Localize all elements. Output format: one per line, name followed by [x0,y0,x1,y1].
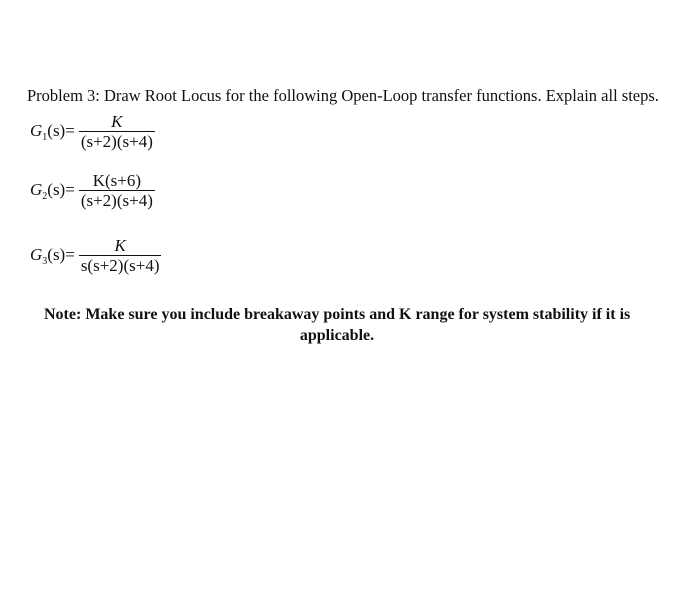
transfer-function-g1 [30,113,155,151]
g2-label: $G_2(s)=$ [30,180,75,202]
g2-numerator: K(s+6) [92,171,141,190]
g1-denominator: (s+2)(s+4) [80,132,153,151]
g1-numerator: K [111,112,123,131]
transfer-function-g3 [30,237,161,275]
note-line-2: applicable. [299,327,375,344]
g2-fraction [79,172,155,210]
g3-denominator: s(s+2)(s+4) [80,256,160,275]
g1-fraction [79,113,155,151]
g3-label: $G_3(s)=$ [30,245,75,267]
g1-label: $G_1(s)=$ [30,121,75,143]
g3-fraction [79,237,162,275]
problem-title: Problem 3: Draw Root Locus for the following Open-Loop transfer functions. Explain all steps. [27,86,659,105]
g2-denominator: (s+2)(s+4) [80,191,153,210]
transfer-function-g2 [30,172,155,210]
stability-note [44,304,660,346]
g3-numerator: K [114,236,126,255]
note-line-1: Note: Make sure you include breakaway points and K range for system stability if it is [44,306,631,323]
